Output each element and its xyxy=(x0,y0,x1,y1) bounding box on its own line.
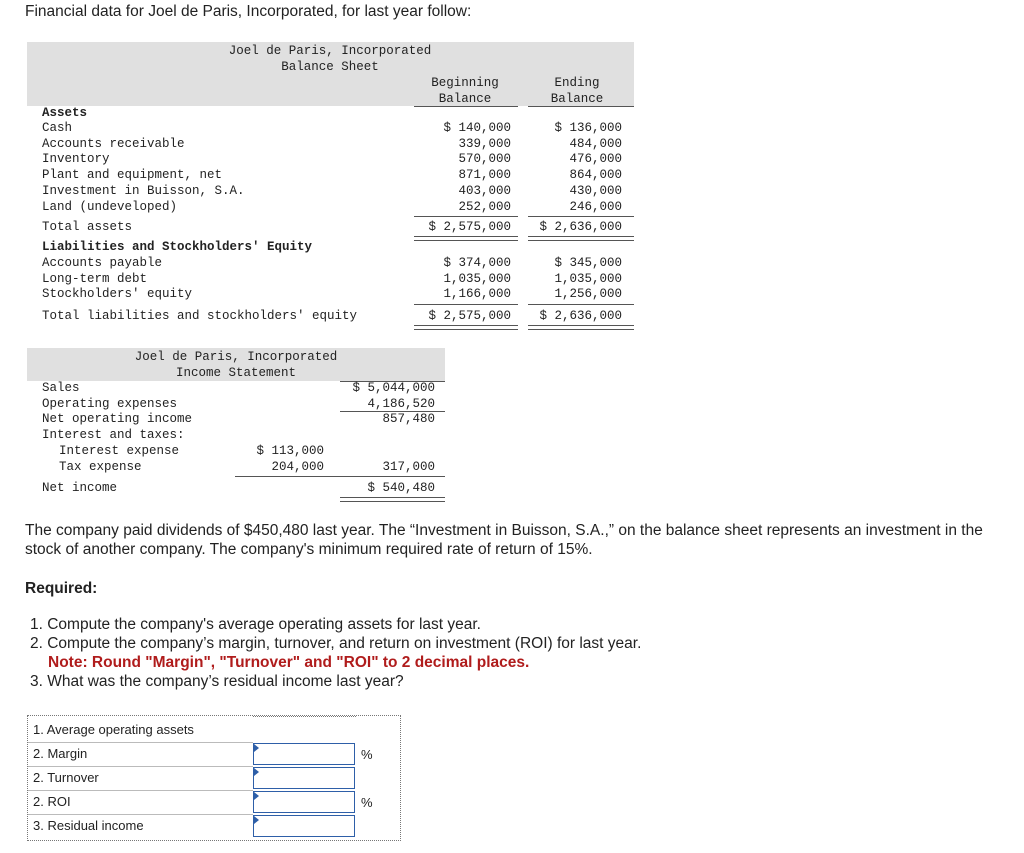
question-1: 1. Compute the company's average operating assets for last year. xyxy=(30,616,481,633)
interest-taxes-label: Interest and taxes: xyxy=(42,428,185,443)
question-3: 3. What was the company’s residual income last year? xyxy=(30,673,404,690)
requirements-list xyxy=(30,615,641,691)
question-2: 2. Compute the company’s margin, turnover, and return on investment (ROI) for last year. xyxy=(30,635,642,652)
assets-beginning-values: $ 140,000 339,000 570,000 871,000 403,000 252,000 xyxy=(443,121,511,214)
income-values: $ 5,044,000 4,186,520 857,480 xyxy=(352,381,435,427)
percent-unit: % xyxy=(361,747,373,762)
assets-heading: Assets xyxy=(42,106,88,120)
answer-label: 3. Residual income xyxy=(33,818,144,833)
answer-row xyxy=(28,742,400,766)
income-labels xyxy=(42,381,192,475)
answer-label: 2. ROI xyxy=(33,794,71,809)
answer-row xyxy=(28,790,400,814)
balance-sheet-title: Balance Sheet xyxy=(281,60,379,74)
income-statement-company: Joel de Paris, Incorporated xyxy=(134,350,338,364)
liability-label: Accounts payable xyxy=(42,256,163,270)
liabilities-beginning-values: $ 374,000 1,035,000 1,166,000 xyxy=(443,256,511,302)
answer-label: 2. Margin xyxy=(33,746,88,761)
answer-table xyxy=(27,715,401,841)
residual-income-input[interactable] xyxy=(253,815,355,837)
dividend-paragraph: The company paid dividends of $450,480 last year. The “Investment in Buisson, S.A.,” on the balance sheet represents an investment in the stock of another company. The company's minimum required rate of return of 15%. xyxy=(25,522,983,558)
asset-label: Accounts receivable xyxy=(42,136,185,151)
rounding-note: Note: Round "Margin", "Turnover" and "ROI" to 2 decimal places. xyxy=(48,654,530,671)
turnover-input[interactable] xyxy=(253,767,355,789)
asset-label: Inventory xyxy=(42,152,110,167)
total-assets-beginning: $ 2,575,000 xyxy=(428,220,511,234)
margin-input[interactable] xyxy=(253,743,355,765)
total-assets-ending: $ 2,636,000 xyxy=(539,220,622,234)
answer-row xyxy=(28,814,400,838)
liability-label: Long-term debt xyxy=(42,271,148,286)
noi-label: Net operating income xyxy=(42,412,193,427)
header-underline-beginning xyxy=(414,106,518,107)
asset-label: Land (undeveloped) xyxy=(42,199,178,214)
net-income-value: $ 540,480 xyxy=(367,481,435,495)
liability-label: Stockholders' equity xyxy=(42,287,193,302)
interest-tax-total: 317,000 xyxy=(382,460,435,474)
tax-expense-label: Tax expense xyxy=(59,459,142,474)
percent-unit: % xyxy=(361,795,373,810)
assets-labels xyxy=(42,121,245,215)
answer-row xyxy=(28,718,400,742)
roi-input[interactable] xyxy=(253,791,355,813)
col-beginning-header: Beginning Balance xyxy=(431,76,499,106)
balance-sheet-company: Joel de Paris, Incorporated xyxy=(228,44,432,58)
liabilities-heading: Liabilities and Stockholders' Equity xyxy=(42,240,313,254)
asset-label: Plant and equipment, net xyxy=(42,168,223,183)
asset-label: Cash xyxy=(42,121,73,135)
col-ending-header: Ending Balance xyxy=(550,76,604,106)
header-underline-ending xyxy=(528,106,634,107)
total-liabilities-ending: $ 2,636,000 xyxy=(539,309,622,323)
interest-expense-label: Interest expense xyxy=(59,443,180,458)
total-assets-label: Total assets xyxy=(42,220,133,234)
answer-row xyxy=(28,766,400,790)
total-liabilities-label: Total liabilities and stockholders' equity xyxy=(42,309,358,323)
asset-label: Investment in Buisson, S.A. xyxy=(42,183,245,198)
opex-label: Operating expenses xyxy=(42,396,178,411)
income-statement-title: Income Statement xyxy=(175,366,297,380)
interest-tax-values: $ 113,000 204,000 xyxy=(256,444,324,474)
liabilities-ending-values: $ 345,000 1,035,000 1,256,000 xyxy=(554,256,622,302)
intro-text: Financial data for Joel de Paris, Incorporated, for last year follow: xyxy=(25,3,472,20)
sales-label: Sales xyxy=(42,381,80,395)
required-heading: Required: xyxy=(25,580,98,597)
total-liabilities-beginning: $ 2,575,000 xyxy=(428,309,511,323)
liabilities-labels xyxy=(42,256,192,303)
answer-label: 2. Turnover xyxy=(33,770,99,785)
answer-label: 1. Average operating assets xyxy=(33,722,194,737)
net-income-label: Net income xyxy=(42,481,118,495)
assets-ending-values: $ 136,000 484,000 476,000 864,000 430,000 246,000 xyxy=(554,121,622,214)
